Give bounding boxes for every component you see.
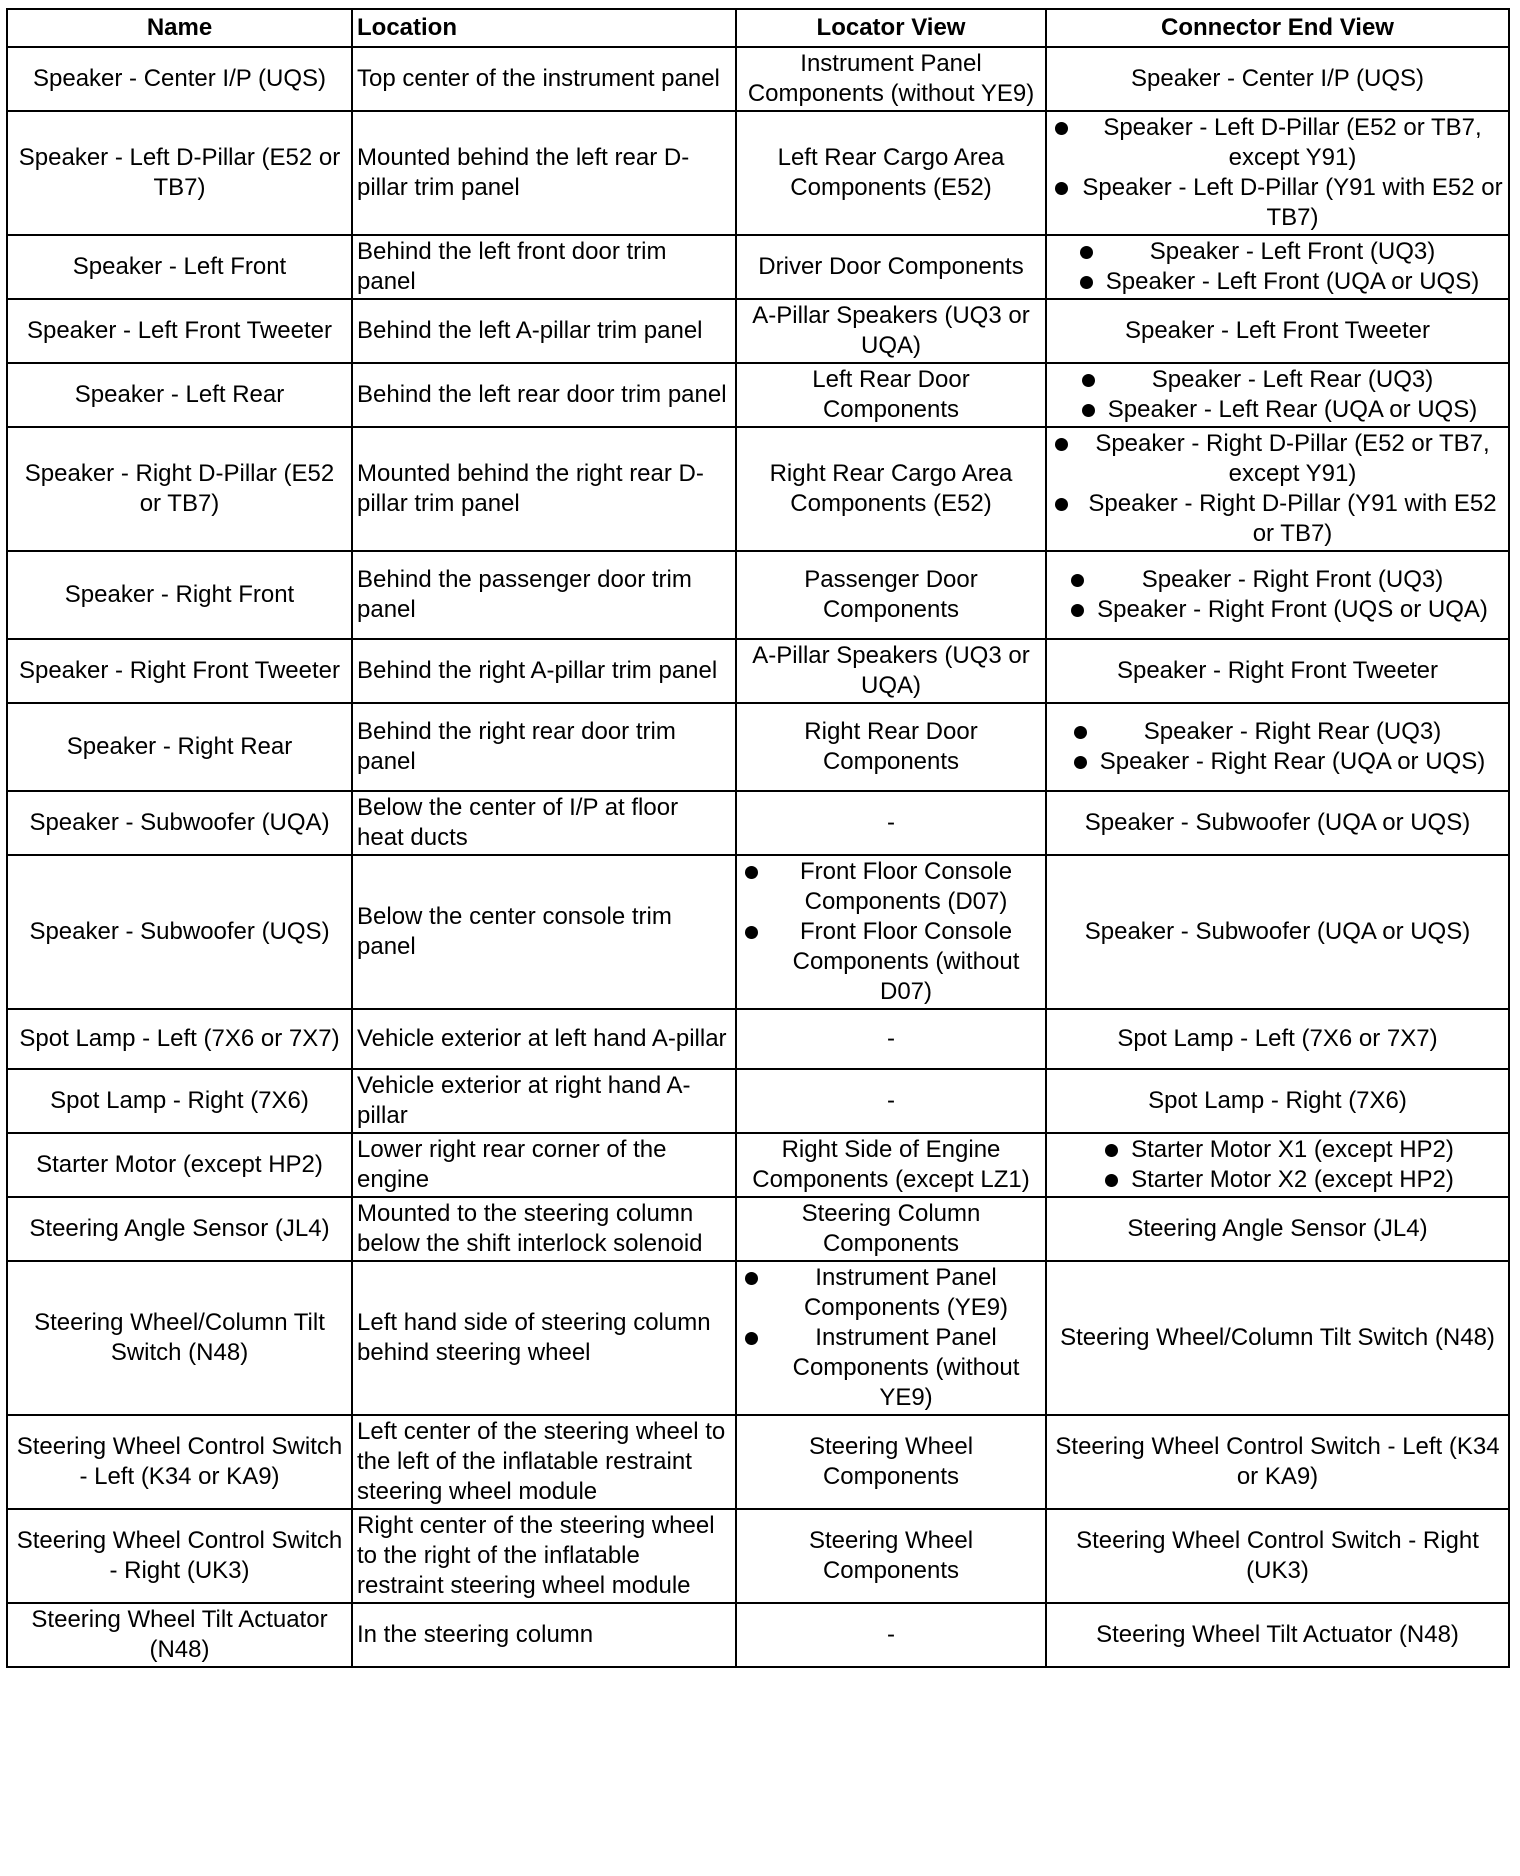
- cell-name: Speaker - Right Front Tweeter: [7, 639, 352, 703]
- cell-locator-view: -: [736, 1603, 1046, 1667]
- list-item-text: Instrument Panel Components (without YE9): [792, 1324, 1020, 1411]
- cell-locator-view: Left Rear Door Components: [736, 363, 1046, 427]
- cell-location: Below the center of I/P at floor heat ducts: [352, 791, 736, 855]
- list-item-text: Speaker - Left Rear (UQ3): [1151, 366, 1434, 393]
- table-row: [7, 1509, 1509, 1603]
- list-item: [1067, 565, 1488, 595]
- bullet-icon: [745, 1332, 758, 1345]
- list-item-text: Speaker - Left Front (UQ3): [1149, 238, 1436, 265]
- bullet-icon: [1082, 374, 1095, 387]
- list-item: [1070, 717, 1485, 747]
- cell-locator-view: Passenger Door Components: [736, 551, 1046, 639]
- cell-location: Behind the left A-pillar trim panel: [352, 299, 736, 363]
- list-item-text: Speaker - Right D-Pillar (E52 or TB7, except Y91): [1095, 430, 1490, 487]
- cell-locator-view: A-Pillar Speakers (UQ3 or UQA): [736, 639, 1046, 703]
- cell-name: Steering Wheel Tilt Actuator (N48): [7, 1603, 352, 1667]
- cell-location: Left center of the steering wheel to the left of the inflatable restraint steering wheel module: [352, 1415, 736, 1509]
- cell-connector-end-view: Speaker - Center I/P (UQS): [1046, 47, 1509, 111]
- list-item-text: Speaker - Right Rear (UQ3): [1143, 718, 1442, 745]
- cell-connector-end-view: Steering Wheel Control Switch - Right (UK3): [1046, 1509, 1509, 1603]
- list-item-text: Speaker - Left D-Pillar (Y91 with E52 or TB7): [1082, 174, 1503, 231]
- cell-name: Speaker - Left Rear: [7, 363, 352, 427]
- cell-connector-end-view: [1046, 111, 1509, 235]
- list-item-text: Instrument Panel Components (YE9): [803, 1264, 1009, 1321]
- cell-name: Steering Wheel Control Switch - Left (K34 or KA9): [7, 1415, 352, 1509]
- cell-location: Lower right rear corner of the engine: [352, 1133, 736, 1197]
- cell-locator-view-list: [741, 1263, 1041, 1413]
- cell-connector-end-view-list: [1067, 565, 1488, 625]
- table-row: [7, 1197, 1509, 1261]
- cell-connector-end-view: [1046, 551, 1509, 639]
- cell-connector-end-view: Speaker - Left Front Tweeter: [1046, 299, 1509, 363]
- cell-connector-end-view: Steering Angle Sensor (JL4): [1046, 1197, 1509, 1261]
- table-row: [7, 427, 1509, 551]
- bullet-icon: [1105, 1174, 1118, 1187]
- cell-name: Speaker - Subwoofer (UQS): [7, 855, 352, 1009]
- bullet-icon: [1055, 498, 1068, 511]
- cell-locator-view: -: [736, 791, 1046, 855]
- cell-locator-view: Steering Wheel Components: [736, 1415, 1046, 1509]
- list-item: [741, 857, 1041, 917]
- bullet-icon: [1055, 122, 1068, 135]
- cell-connector-end-view: Steering Wheel Control Switch - Left (K34 or KA9): [1046, 1415, 1509, 1509]
- cell-location: Below the center console trim panel: [352, 855, 736, 1009]
- list-item-text: Speaker - Left Rear (UQA or UQS): [1107, 396, 1478, 423]
- table-row: [7, 1261, 1509, 1415]
- bullet-icon: [1071, 604, 1084, 617]
- cell-connector-end-view-list: [1051, 113, 1504, 233]
- list-item-text: Starter Motor X2 (except HP2): [1131, 1166, 1454, 1193]
- table-row: [7, 235, 1509, 299]
- table-row: [7, 47, 1509, 111]
- cell-connector-end-view: Spot Lamp - Right (7X6): [1046, 1069, 1509, 1133]
- table-row: [7, 855, 1509, 1009]
- cell-connector-end-view-list: [1070, 717, 1485, 777]
- list-item: [1051, 173, 1504, 233]
- bullet-icon: [1055, 438, 1068, 451]
- cell-locator-view-list: [741, 857, 1041, 1007]
- bullet-icon: [1071, 574, 1084, 587]
- list-item-text: Speaker - Left Front (UQA or UQS): [1105, 268, 1480, 295]
- list-item-text: Starter Motor X1 (except HP2): [1131, 1136, 1454, 1163]
- cell-name: Speaker - Center I/P (UQS): [7, 47, 352, 111]
- bullet-icon: [1080, 246, 1093, 259]
- cell-name: Speaker - Left Front Tweeter: [7, 299, 352, 363]
- list-item: [1101, 1135, 1454, 1165]
- cell-connector-end-view: Speaker - Subwoofer (UQA or UQS): [1046, 855, 1509, 1009]
- cell-locator-view: Steering Column Components: [736, 1197, 1046, 1261]
- cell-name: Starter Motor (except HP2): [7, 1133, 352, 1197]
- list-item: [1078, 365, 1477, 395]
- cell-location: Behind the right A-pillar trim panel: [352, 639, 736, 703]
- bullet-icon: [1082, 404, 1095, 417]
- cell-connector-end-view-list: [1051, 429, 1504, 549]
- cell-locator-view: -: [736, 1009, 1046, 1069]
- bullet-icon: [1074, 756, 1087, 769]
- list-item: [741, 917, 1041, 1007]
- list-item: [1076, 267, 1479, 297]
- cell-locator-view: Instrument Panel Components (without YE9): [736, 47, 1046, 111]
- cell-connector-end-view: [1046, 1133, 1509, 1197]
- cell-connector-end-view: [1046, 703, 1509, 791]
- cell-name: Spot Lamp - Right (7X6): [7, 1069, 352, 1133]
- list-item: [1101, 1165, 1454, 1195]
- cell-connector-end-view: Speaker - Right Front Tweeter: [1046, 639, 1509, 703]
- cell-locator-view: Steering Wheel Components: [736, 1509, 1046, 1603]
- cell-locator-view: Right Rear Door Components: [736, 703, 1046, 791]
- header-name: Name: [7, 9, 352, 47]
- list-item: [1051, 489, 1504, 549]
- list-item-text: Front Floor Console Components (without D07): [792, 918, 1020, 1005]
- list-item: [1076, 237, 1479, 267]
- list-item-text: Speaker - Right Rear (UQA or UQS): [1099, 748, 1486, 775]
- cell-connector-end-view: Spot Lamp - Left (7X6 or 7X7): [1046, 1009, 1509, 1069]
- bullet-icon: [1080, 276, 1093, 289]
- cell-locator-view: Driver Door Components: [736, 235, 1046, 299]
- cell-connector-end-view-list: [1101, 1135, 1454, 1195]
- list-item-text: Speaker - Left D-Pillar (E52 or TB7, except Y91): [1103, 114, 1482, 171]
- cell-location: Mounted behind the right rear D-pillar trim panel: [352, 427, 736, 551]
- cell-location: Left hand side of steering column behind steering wheel: [352, 1261, 736, 1415]
- cell-connector-end-view: [1046, 363, 1509, 427]
- bullet-icon: [1074, 726, 1087, 739]
- cell-location: Behind the left front door trim panel: [352, 235, 736, 299]
- cell-name: Steering Wheel/Column Tilt Switch (N48): [7, 1261, 352, 1415]
- table-row: [7, 791, 1509, 855]
- cell-location: Right center of the steering wheel to the right of the inflatable restraint steering wheel module: [352, 1509, 736, 1603]
- list-item: [1070, 747, 1485, 777]
- table-row: [7, 551, 1509, 639]
- table-body: [7, 47, 1509, 1667]
- cell-connector-end-view-list: [1076, 237, 1479, 297]
- cell-connector-end-view: Steering Wheel/Column Tilt Switch (N48): [1046, 1261, 1509, 1415]
- cell-name: Spot Lamp - Left (7X6 or 7X7): [7, 1009, 352, 1069]
- table-row: [7, 639, 1509, 703]
- table-row: [7, 1069, 1509, 1133]
- list-item-text: Speaker - Right Front (UQ3): [1141, 566, 1444, 593]
- cell-location: In the steering column: [352, 1603, 736, 1667]
- table-row: [7, 299, 1509, 363]
- cell-location: Mounted to the steering column below the shift interlock solenoid: [352, 1197, 736, 1261]
- cell-name: Speaker - Right Front: [7, 551, 352, 639]
- header-connector-end-view: Connector End View: [1046, 9, 1509, 47]
- table-row: [7, 111, 1509, 235]
- cell-connector-end-view: Speaker - Subwoofer (UQA or UQS): [1046, 791, 1509, 855]
- cell-location: Vehicle exterior at right hand A-pillar: [352, 1069, 736, 1133]
- component-locator-table: [6, 8, 1510, 1668]
- bullet-icon: [1055, 182, 1068, 195]
- cell-connector-end-view: [1046, 235, 1509, 299]
- cell-name: Speaker - Subwoofer (UQA): [7, 791, 352, 855]
- cell-name: Speaker - Left Front: [7, 235, 352, 299]
- table-row: [7, 1009, 1509, 1069]
- table-header: [7, 9, 1509, 47]
- cell-location: Top center of the instrument panel: [352, 47, 736, 111]
- list-item: [1067, 595, 1488, 625]
- bullet-icon: [745, 1272, 758, 1285]
- header-location: Location: [352, 9, 736, 47]
- cell-location: Behind the right rear door trim panel: [352, 703, 736, 791]
- bullet-icon: [745, 866, 758, 879]
- cell-connector-end-view: Steering Wheel Tilt Actuator (N48): [1046, 1603, 1509, 1667]
- cell-name: Speaker - Right Rear: [7, 703, 352, 791]
- cell-location: Vehicle exterior at left hand A-pillar: [352, 1009, 736, 1069]
- list-item: [741, 1263, 1041, 1323]
- bullet-icon: [1105, 1144, 1118, 1157]
- cell-name: Speaker - Left D-Pillar (E52 or TB7): [7, 111, 352, 235]
- cell-location: Behind the left rear door trim panel: [352, 363, 736, 427]
- list-item: [1051, 429, 1504, 489]
- table-row: [7, 363, 1509, 427]
- cell-name: Steering Angle Sensor (JL4): [7, 1197, 352, 1261]
- table-row: [7, 1133, 1509, 1197]
- cell-locator-view: A-Pillar Speakers (UQ3 or UQA): [736, 299, 1046, 363]
- cell-locator-view: [736, 855, 1046, 1009]
- cell-locator-view: [736, 1261, 1046, 1415]
- cell-location: Behind the passenger door trim panel: [352, 551, 736, 639]
- header-locator-view: Locator View: [736, 9, 1046, 47]
- cell-locator-view: Right Rear Cargo Area Components (E52): [736, 427, 1046, 551]
- table-row: [7, 1415, 1509, 1509]
- list-item: [1051, 113, 1504, 173]
- cell-locator-view: -: [736, 1069, 1046, 1133]
- cell-locator-view: Left Rear Cargo Area Components (E52): [736, 111, 1046, 235]
- list-item-text: Front Floor Console Components (D07): [799, 858, 1013, 915]
- list-item-text: Speaker - Right D-Pillar (Y91 with E52 or TB7): [1088, 490, 1497, 547]
- table-row: [7, 703, 1509, 791]
- cell-location: Mounted behind the left rear D-pillar trim panel: [352, 111, 736, 235]
- cell-locator-view: Right Side of Engine Components (except LZ1): [736, 1133, 1046, 1197]
- cell-connector-end-view-list: [1078, 365, 1477, 425]
- cell-name: Speaker - Right D-Pillar (E52 or TB7): [7, 427, 352, 551]
- bullet-icon: [745, 926, 758, 939]
- header-row: [7, 9, 1509, 47]
- list-item: [741, 1323, 1041, 1413]
- cell-connector-end-view: [1046, 427, 1509, 551]
- cell-name: Steering Wheel Control Switch - Right (UK3): [7, 1509, 352, 1603]
- table-row: [7, 1603, 1509, 1667]
- list-item-text: Speaker - Right Front (UQS or UQA): [1097, 596, 1488, 623]
- list-item: [1078, 395, 1477, 425]
